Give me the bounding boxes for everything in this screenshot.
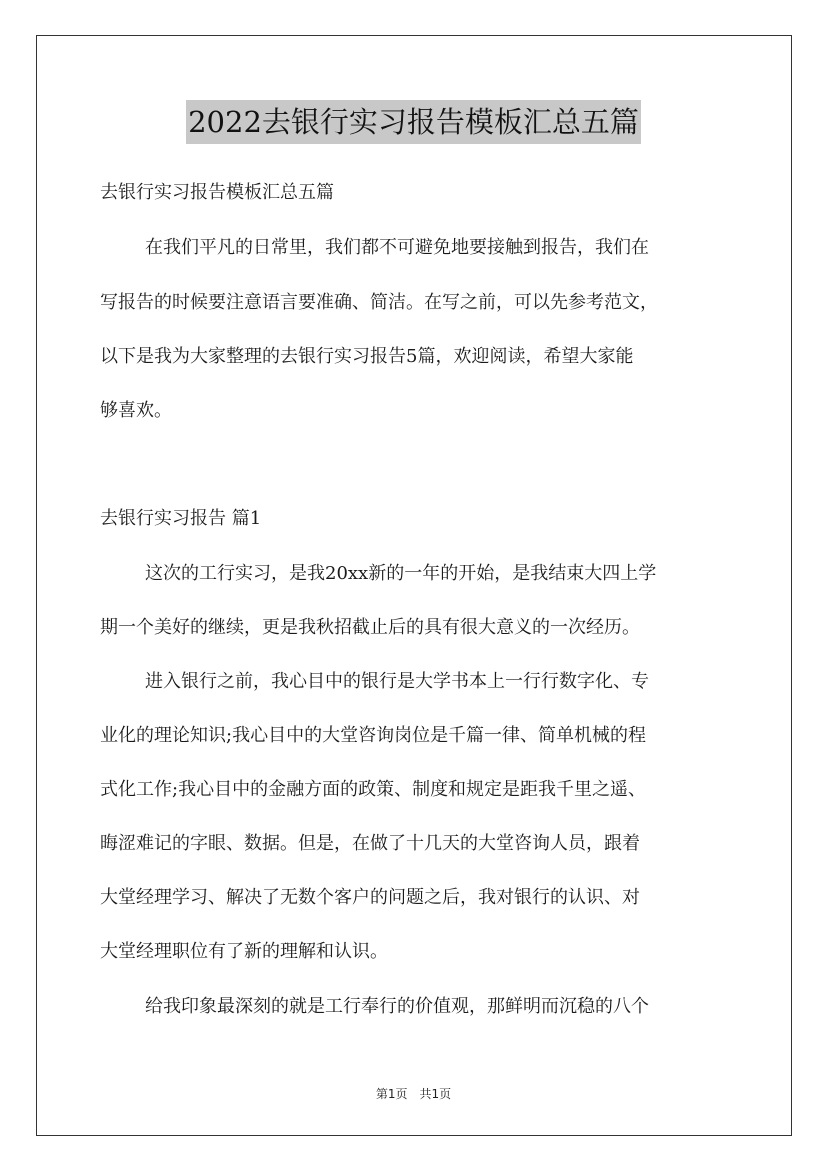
body-line: 大堂经理学习、解决了无数个客户的问题之后，我对银行的认识、对 bbox=[100, 887, 640, 908]
title-container bbox=[0, 100, 827, 144]
body-line: 业化的理论知识;我心目中的大堂咨询岗位是千篇一律、简单机械的程 bbox=[100, 725, 647, 746]
intro-line: 写报告的时候要注意语言要准确、简洁。在写之前，可以先参考范文， bbox=[100, 292, 658, 313]
body-line: 进入银行之前，我心目中的银行是大学书本上一行行数字化、专 bbox=[145, 671, 649, 692]
body-line: 式化工作;我心目中的金融方面的政策、制度和规定是距我千里之遥、 bbox=[100, 779, 647, 800]
document-subtitle: 去银行实习报告模板汇总五篇 bbox=[100, 182, 334, 203]
section-heading: 去银行实习报告 篇1 bbox=[100, 508, 262, 529]
body-line: 大堂经理职位有了新的理解和认识。 bbox=[100, 941, 388, 962]
body-line: 给我印象最深刻的就是工行奉行的价值观，那鲜明而沉稳的八个 bbox=[145, 996, 649, 1017]
body-line: 期一个美好的继续，更是我秋招截止后的具有很大意义的一次经历。 bbox=[100, 617, 640, 638]
body-line: 这次的工行实习，是我20xx新的一年的开始，是我结束大四上学 bbox=[145, 563, 657, 584]
document-title: 2022去银行实习报告模板汇总五篇 bbox=[186, 100, 641, 144]
page-number: 第1页 共1页 bbox=[375, 1087, 452, 1101]
intro-line: 以下是我为大家整理的去银行实习报告5篇，欢迎阅读，希望大家能 bbox=[100, 346, 634, 367]
intro-line: 够喜欢。 bbox=[100, 400, 172, 421]
intro-line: 在我们平凡的日常里，我们都不可避免地要接触到报告，我们在 bbox=[145, 237, 649, 258]
body-line: 晦涩难记的字眼、数据。但是，在做了十几天的大堂咨询人员，跟着 bbox=[100, 833, 640, 854]
